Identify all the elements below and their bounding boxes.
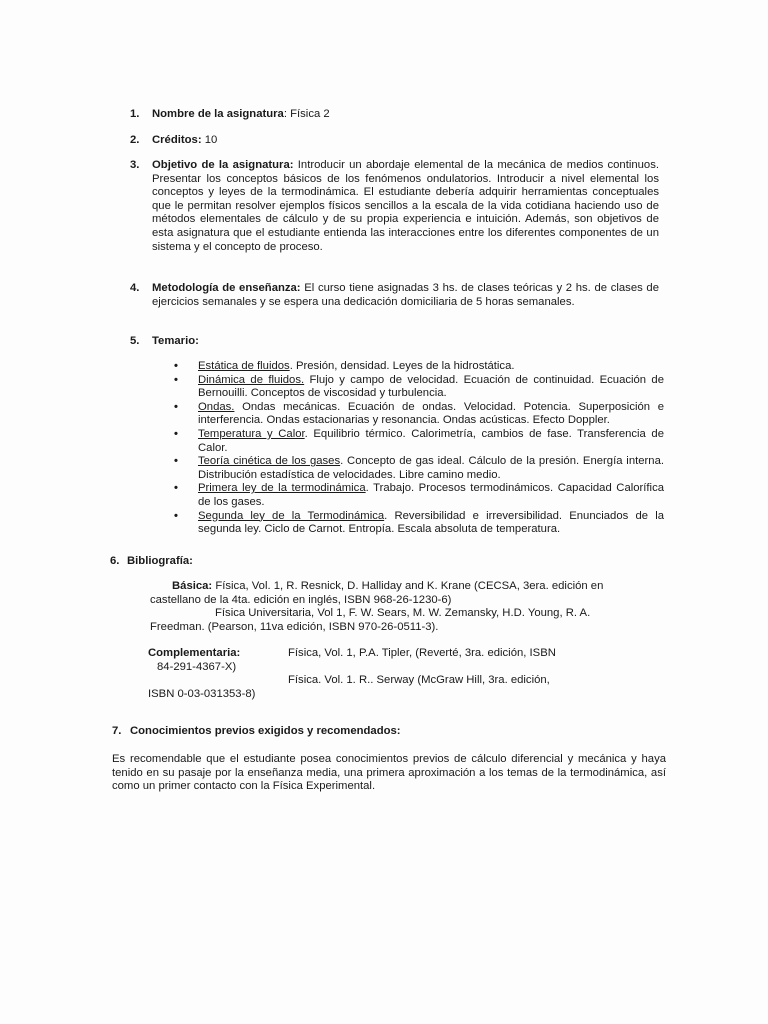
section-7-text: Es recomendable que el estudiante posea conocimientos previos de cálculo diferencial y mecánica y haya tenido en su pasaje por la enseñanza media, una primera aproximación a los temas de la termodinámica, así como un primer contacto con la Física Experimental. bbox=[112, 753, 666, 793]
list-item bbox=[174, 374, 664, 401]
topic-text: . Presión, densidad. Leyes de la hidrostática. bbox=[289, 360, 515, 372]
section-number: 7. bbox=[112, 725, 122, 737]
complementary-ref-2-cont: ISBN 0-03-031353-8) bbox=[148, 688, 256, 700]
section-5-label: Temario: bbox=[152, 335, 199, 347]
basic-ref-2-cont: Freedman. (Pearson, 11va edición, ISBN 970-26-0511-3). bbox=[150, 621, 439, 633]
basic-ref-1-cont: castellano de la 4ta. edición en inglés, ISBN 968-26-1230-6) bbox=[150, 594, 452, 606]
bibliography-basic-line bbox=[215, 607, 590, 621]
section-1-value: : Física 2 bbox=[283, 108, 330, 120]
complementary-ref-2: Física. Vol. 1. R.. Serway (McGraw Hill, 3ra. edición, bbox=[288, 674, 550, 686]
section-1-label: Nombre de la asignatura bbox=[152, 108, 284, 120]
topic-text: . Reversibilidad e irreversibilidad. Enunciados de la segunda ley. Ciclo de Carnot. Entropía. Escala absoluta de temperatura. bbox=[198, 509, 664, 536]
section-3-label: Objetivo de la asignatura: bbox=[152, 159, 294, 171]
complementary-ref-1: Física, Vol. 1, P.A. Tipler, (Reverté, 3ra. edición, ISBN bbox=[288, 647, 556, 659]
section-6-label: Bibliografía: bbox=[127, 555, 193, 567]
topic-text: Flujo y campo de velocidad. Ecuación de continuidad. Ecuación de Bernouilli. Conceptos de viscosidad y turbulencia. bbox=[198, 373, 664, 400]
bullet-icon: • bbox=[174, 455, 178, 468]
topic-text: . Concepto de gas ideal. Cálculo de la presión. Energía interna. Distribución estadística de velocidades. Libre camino medio. bbox=[198, 455, 664, 481]
section-number: 3. bbox=[130, 159, 140, 171]
bibliography-basic-line bbox=[150, 594, 451, 608]
section-number: 2. bbox=[130, 134, 140, 146]
bullet-icon: • bbox=[174, 400, 178, 413]
list-item bbox=[174, 360, 664, 374]
topic-text: Ondas mecánicas. Ecuación de ondas. Velocidad. Potencia. Superposición e interferencia. Ondas estacionarias y resonancia. Ondas acústicas. Efecto Doppler. bbox=[198, 400, 664, 427]
section-2-value: 10 bbox=[201, 134, 218, 146]
section-4-label: Metodología de enseñanza: bbox=[152, 282, 301, 294]
basic-ref-1: Física, Vol. 1, R. Resnick, D. Halliday and K. Krane (CECSA, 3era. edición en bbox=[212, 580, 604, 592]
topic-title: Teoría cinética de los gases bbox=[198, 455, 341, 468]
section-2-label: Créditos: bbox=[152, 134, 202, 146]
bullet-icon: • bbox=[174, 373, 178, 386]
list-item bbox=[174, 428, 664, 455]
basic-label: Básica: bbox=[172, 580, 213, 592]
section-3-text: Introducir un abordaje elemental de la mecánica de medios continuos. Presentar los conceptos básicos de los fenómenos ondulatorios. Introducir a nivel elemental los conceptos y leyes de la termodinámica. El estudiante debería adquirir herramientas conceptuales que le permitan resolver ejemplos físicos sencillos a la escala de la vida cotidiana haciendo uso de métodos elementales de cálculo y de su propia experiencia e intuición. Además, son objetivos de esta asignatura que el estudiante entienda las interacciones entre los diferentes componentes de un sistema y el concepto de proceso. bbox=[152, 159, 659, 253]
basic-ref-2: Física Universitaria, Vol 1, F. W. Sears, M. W. Zemansky, H.D. Young, R. A. bbox=[215, 607, 591, 619]
bullet-icon: • bbox=[174, 360, 178, 372]
bullet-icon: • bbox=[174, 509, 178, 522]
topic-text: . Equilibrio térmico. Calorimetría, cambios de fase. Transferencia de Calor. bbox=[198, 427, 664, 454]
bullet-icon: • bbox=[174, 482, 178, 495]
bibliography-basic-line bbox=[172, 580, 603, 594]
topic-title: Dinámica de fluidos. bbox=[198, 373, 305, 386]
list-item bbox=[174, 482, 664, 509]
list-item bbox=[174, 510, 664, 537]
list-item bbox=[174, 455, 664, 482]
topic-title: Temperatura y Calor bbox=[198, 427, 305, 440]
topic-title: Segunda ley de la Termodinámica bbox=[198, 509, 385, 522]
section-number: 1. bbox=[130, 108, 140, 120]
section-number: 5. bbox=[130, 335, 140, 347]
section-7-label: Conocimientos previos exigidos y recomendados: bbox=[130, 725, 401, 737]
complementary-label: Complementaria: bbox=[148, 647, 241, 659]
syllabus-topic-list bbox=[174, 360, 664, 537]
section-number: 6. bbox=[110, 555, 120, 567]
bullet-icon: • bbox=[174, 427, 178, 440]
list-item bbox=[174, 401, 664, 428]
topic-text: . Trabajo. Procesos termodinámicos. Capacidad Calorífica de los gases. bbox=[198, 482, 664, 508]
topic-title: Ondas. bbox=[198, 400, 235, 413]
topic-title: Estática de fluidos bbox=[198, 360, 290, 372]
section-number: 4. bbox=[130, 282, 140, 294]
bibliography-basic-line bbox=[150, 621, 438, 635]
section-4-text: El curso tiene asignadas 3 hs. de clases teóricas y 2 hs. de clases de ejercicios semanales y se espera una dedicación domiciliaria de 5 horas semanales. bbox=[152, 282, 659, 308]
complementary-ref-1-cont: 84-291-4367-X) bbox=[157, 661, 237, 673]
topic-title: Primera ley de la termodinámica bbox=[198, 482, 366, 495]
